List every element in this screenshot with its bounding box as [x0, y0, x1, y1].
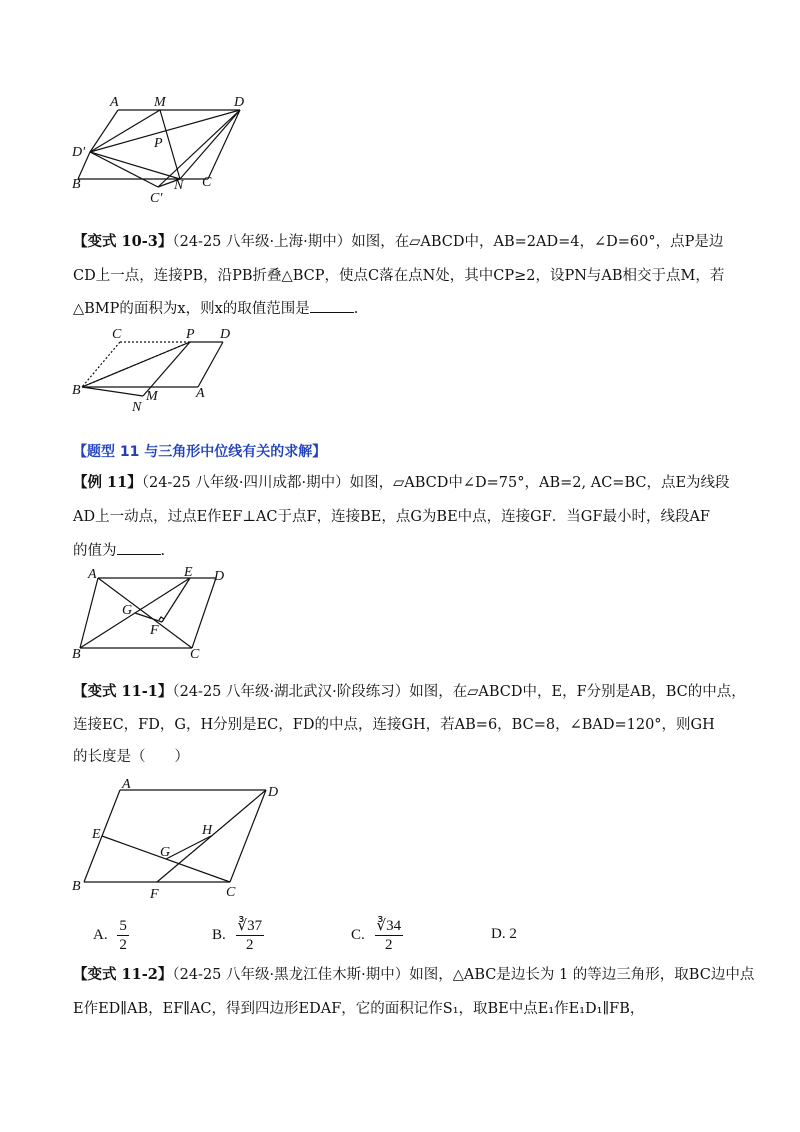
option-b-num: ∛37	[237, 918, 263, 934]
fig2-label-B: B	[72, 383, 81, 398]
v10-3-end: .	[353, 301, 359, 317]
option-d-value: 2	[509, 926, 517, 942]
fig4-label-F: F	[150, 887, 159, 900]
option-a-den: 2	[119, 937, 127, 953]
v10-3-text1: （24-25 八年级·上海·期中）如图，在▱ABCD中，AB=2AD=4，∠D=60°，点P是边	[172, 234, 724, 250]
option-a[interactable]	[93, 917, 129, 954]
fig1-label-Dp: D′	[72, 145, 86, 160]
v11-2-text1: （24-25 八年级·黑龙江佳木斯·期中）如图，△ABC是边长为 1 的等边三角形，取BC边中点	[172, 967, 755, 983]
v10-3-line3	[73, 298, 358, 319]
figure-midpoints-gh	[70, 772, 290, 900]
answer-blank	[310, 298, 354, 313]
fig2-label-P: P	[186, 327, 195, 342]
option-b-den: 2	[246, 937, 254, 953]
fig1-label-N: N	[174, 178, 184, 193]
figure-fold-parallelogram	[68, 92, 248, 207]
v11-1-line1	[73, 682, 746, 702]
fig3-label-G: G	[122, 603, 133, 618]
option-c-label: C.	[351, 926, 365, 943]
fig4-label-E: E	[92, 827, 101, 842]
answer-blank	[117, 540, 161, 555]
ex11-text3: 的值为	[73, 543, 117, 559]
option-c-den: 2	[385, 937, 393, 953]
fig3-label-F: F	[150, 623, 159, 638]
option-b-fraction	[236, 917, 265, 954]
v10-3-line2: CD上一点，连接PB，沿PB折叠△BCP，使点C落在点N处，其中CP≥2，设PN与AB相交于点M，若	[73, 268, 725, 284]
fig1-label-M: M	[154, 95, 166, 110]
v11-1-tag: 【变式 11-1】	[73, 683, 173, 700]
fig4-label-A: A	[122, 777, 131, 792]
v11-1-text1: （24-25 八年级·湖北武汉·阶段练习）如图，在▱ABCD中，E，F分别是AB，BC的中点，	[172, 684, 746, 700]
option-d-label: D.	[491, 926, 506, 942]
figure-fold-bcp	[68, 325, 248, 415]
fig1-label-Cp: C′	[150, 191, 163, 206]
fig3-label-E: E	[184, 566, 193, 580]
option-d[interactable]	[491, 926, 517, 943]
fig1-label-P: P	[154, 136, 163, 151]
v11-2-line1	[73, 965, 754, 985]
fig4-label-G: G	[160, 845, 171, 860]
ex11-text1: （24-25 八年级·四川成都·期中）如图，▱ABCD中∠D=75°，AB=2, AC=BC，点E为线段	[141, 475, 730, 491]
ex11-end: .	[160, 543, 166, 559]
option-c-fraction	[375, 917, 404, 954]
fig2-label-N: N	[132, 400, 142, 415]
v10-3-text3: △BMP的面积为x，则x的取值范围是	[73, 301, 310, 317]
fig3-label-D: D	[214, 569, 225, 584]
option-a-fraction	[117, 917, 129, 954]
fig3-label-B: B	[72, 647, 81, 662]
fig4-label-B: B	[72, 879, 81, 894]
option-b-label: B.	[212, 926, 226, 943]
v11-1-line2: 连接EC，FD，G，H分别是EC，FD的中点，连接GH，若AB=6，BC=8，∠BAD=120°，则GH	[73, 717, 715, 733]
fig4-label-C: C	[226, 885, 236, 900]
ex11-tag: 【例 11】	[73, 474, 142, 491]
section-heading-11: 【题型 11 与三角形中位线有关的求解】	[73, 444, 327, 460]
fig1-label-A: A	[110, 95, 119, 110]
fig1-label-B: B	[72, 177, 81, 192]
ex11-line1	[73, 473, 730, 493]
ex11-line2: AD上一动点，过点E作EF⊥AC于点F，连接BE，点G为BE中点，连接GF．当GF最小时，线段AF	[73, 509, 710, 525]
v11-1-line3: 的长度是（ ）	[73, 749, 189, 765]
fig1-label-D: D	[234, 95, 245, 110]
v11-2-tag: 【变式 11-2】	[73, 966, 173, 983]
fig2-label-C: C	[112, 327, 122, 342]
v10-3-tag: 【变式 10-3】	[73, 233, 173, 250]
fig3-label-C: C	[190, 647, 200, 662]
option-a-label: A.	[93, 926, 108, 943]
fig3-label-A: A	[88, 567, 97, 582]
v10-3-line1	[73, 232, 723, 252]
option-b[interactable]	[212, 917, 264, 954]
ex11-line3	[73, 540, 165, 561]
fig1-label-C: C	[202, 175, 212, 190]
fig2-label-D: D	[220, 327, 231, 342]
fig4-label-H: H	[202, 823, 213, 838]
fig4-label-D: D	[268, 785, 279, 800]
fig2-label-A: A	[196, 386, 205, 401]
figure-midline-example	[70, 566, 240, 662]
option-c-num: ∛34	[376, 918, 402, 934]
v11-2-line2: E作ED∥AB，EF∥AC，得到四边形EDAF，它的面积记作S₁，取BE中点E₁作E₁D₁∥FB，	[73, 1001, 645, 1017]
option-c[interactable]	[351, 917, 403, 954]
option-a-num: 5	[119, 918, 127, 934]
fig2-label-M: M	[146, 389, 158, 404]
